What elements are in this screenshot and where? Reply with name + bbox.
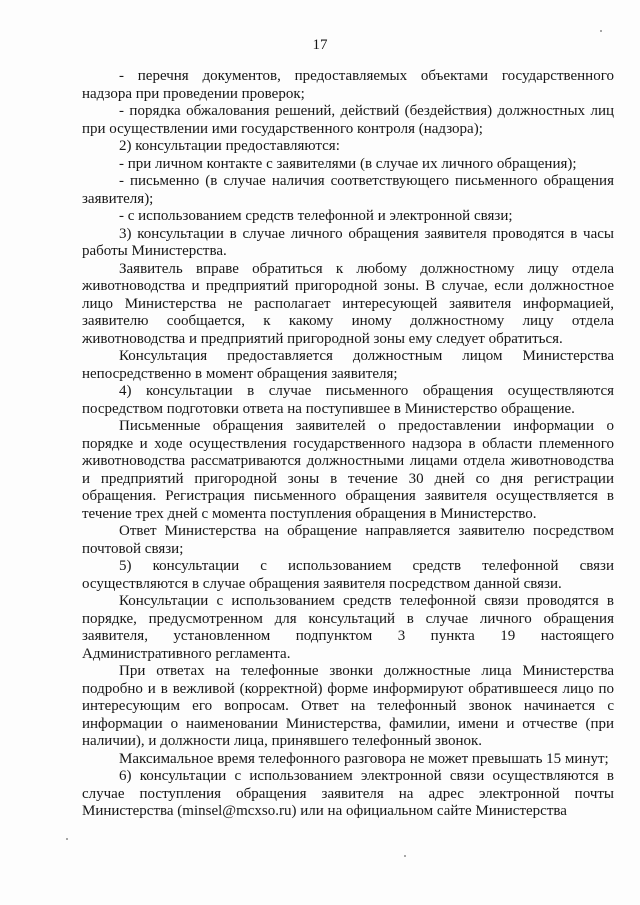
paragraph-11: Письменные обращения заявителей о предоставлении информации о порядке и ходе осуществления государственного надзора в области племенного животноводства рассматриваются должностными лицами отдела животноводства и предприятий пригородной зоны в течение 30 дней со дня регистрации обращения. Регистрация письменного обращения заявителя осуществляется в течение трех дней с момента поступления обращения в Министерство.	[82, 418, 614, 522]
paragraph-1: - перечня документов, предоставляемых объектами государственного надзора при проведении проверок;	[82, 68, 614, 102]
paragraph-8: Заявитель вправе обратиться к любому должностному лицу отдела животноводства и предприятий пригородной зоны. В случае, если должностное лицо Министерства не располагает интересующей заявителя информацией, заявителю сообщается, к какому иному должностному лицу отдела животноводства и предприятий пригородной зоны ему следует обратиться.	[82, 260, 614, 347]
paragraph-6: - с использованием средств телефонной и электронной связи;	[119, 208, 513, 224]
paragraph-10: 4) консультации в случае письменного обращения осуществляются посредством подготовки ответа на поступившее в Министерство обращение.	[82, 383, 614, 417]
document-body	[82, 68, 614, 821]
page-number: 17	[312, 37, 328, 53]
paragraph-5: - письменно (в случае наличия соответствующего письменного обращения заявителя);	[82, 173, 614, 207]
paragraph-3: 2) консультации предоставляются:	[119, 138, 340, 154]
paragraph-13: 5) консультации с использованием средств телефонной связи осуществляются в случае обращения заявителя посредством данной связи.	[82, 558, 614, 592]
paragraph-16: Максимальное время телефонного разговора не может превышать 15 минут;	[119, 750, 609, 767]
paragraph-9: Консультация предоставляется должностным лицом Министерства непосредственно в момент обращения заявителя;	[82, 348, 614, 382]
paragraph-2: - порядка обжалования решений, действий (бездействия) должностных лиц при осуществлении ими государственного контроля (надзора);	[82, 103, 614, 137]
paragraph-4: - при личном контакте с заявителями (в случае их личного обращения);	[119, 155, 577, 172]
scan-speck	[600, 30, 602, 32]
paragraph-7: 3) консультации в случае личного обращения заявителя проводятся в часы работы Министерства.	[82, 225, 614, 259]
scan-speck	[404, 855, 406, 857]
paragraph-12: Ответ Министерства на обращение направляется заявителю посредством почтовой связи;	[82, 523, 614, 557]
paragraph-15: При ответах на телефонные звонки должностные лица Министерства подробно и в вежливой (корректной) форме информируют обратившееся лицо по интересующим его вопросам. Ответ на телефонный звонок начинается с информации о наименовании Министерства, фамилии, имени и отчестве (при наличии), и должности лица, принявшего телефонный звонок.	[82, 663, 614, 749]
paragraph-14: Консультации с использованием средств телефонной связи проводятся в порядке, предусмотренном для консультаций в случае личного обращения заявителя, установленном подпунктом 3 пункта 19 настоящего Административного регламента.	[82, 593, 614, 662]
paragraph-17: 6) консультации с использованием электронной связи осуществляются в случае поступления обращения заявителя на адрес электронной почты Министерства (minsel@mcxso.ru) или на официальном сайте Министерства	[82, 768, 614, 819]
scan-speck	[66, 838, 68, 840]
